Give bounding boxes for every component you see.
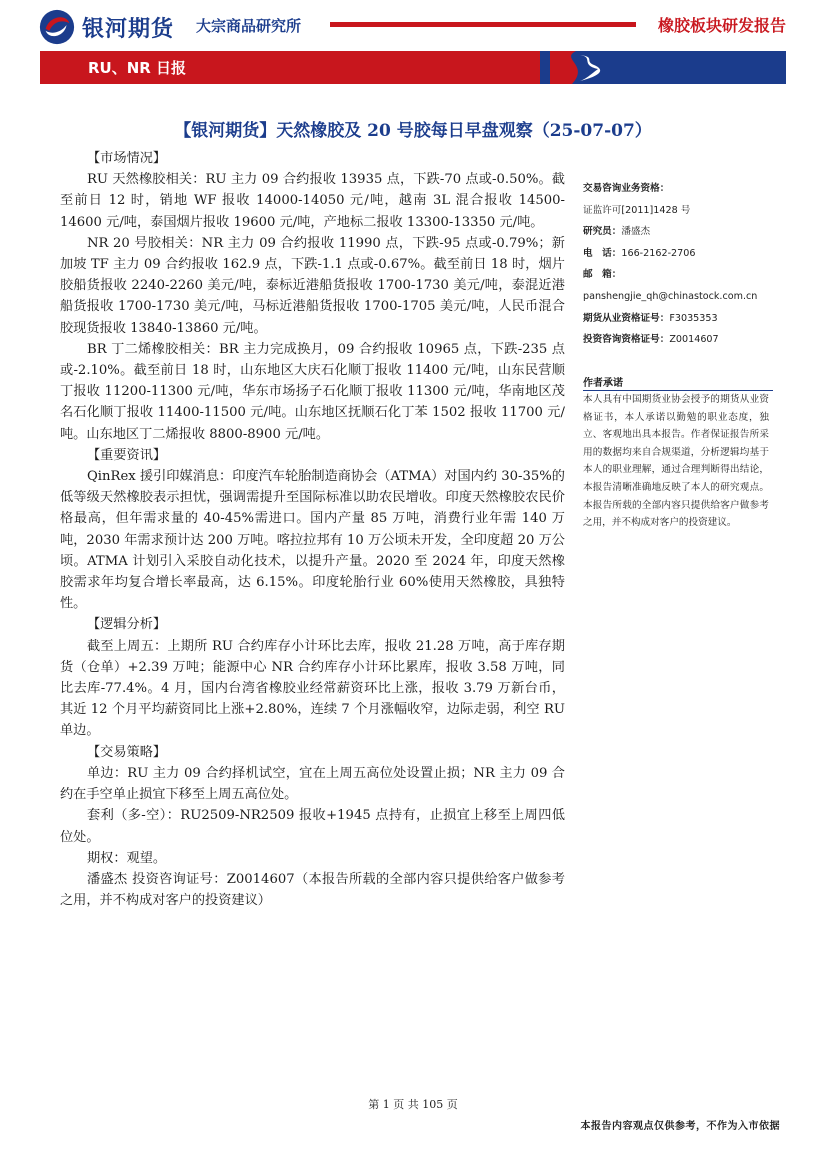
section-heading-logic: 【逻辑分析】 [87,617,167,633]
page-number: 第 1 页 共 105 页 [368,1098,458,1111]
section-heading-news: 【重要资讯】 [87,447,167,463]
title-band [40,51,786,84]
header-divider [330,22,636,27]
swoosh-icon [550,51,620,84]
analyst-sidebar [583,178,773,351]
strategy-options: 期权：观望。 [87,850,167,866]
report-title: 【银河期货】天然橡胶及 20 号胶每日早盘观察（25-07-07） [174,121,652,141]
futures-cert-number: F3035353 [669,312,718,324]
researcher-label: 研究员： [583,226,622,238]
phone-label: 电 话： [583,247,622,259]
report-type: 橡胶板块研发报告 [657,16,786,35]
section-heading-market: 【市场情况】 [87,151,167,166]
news-paragraph: QinRex 援引印媒消息：印度汽车轮胎制造商协会（ATMA）对国内约 30-35%的低等级天然橡胶表示担忧，强调需提升至国际标准以助农民增收。印度天然橡胶农民价格最高，但年需求量的 40-45%需进口。国内产量 85 万吨，消费行业年需 140 万吨，2030 年需求预计达 200 万吨。喀拉拉邦有 10 万公顷未开发，全印度超 20 万公顷。ATMA 计划引入采胶自动化技术，以提升产量。2020 至 2024 年，印度天然橡胶需求年均复合增长率最高，达 6.15%。印度轮胎行业 60%使用天然橡胶，具独特性。 [60,469,565,612]
futures-cert-label: 期货从业资格证号： [583,312,670,324]
pledge-text: 本人具有中国期货业协会授予的期货从业资格证书，本人承诺以勤勉的职业态度，独立、客观地出具本报告。作者保证报告所采用的数据均来自合规渠道，分析逻辑均基于本人的职业理解，通过合理判断得出结论，本报告清晰准确地反映了本人的研究观点。本报告所载的全部内容只提供给客户做参考之用，并不构成对客户的投资建议。 [583,394,769,529]
market-paragraph-ru: RU 天然橡胶相关：RU 主力 09 合约报收 13935 点，下跌-70 点或-0.50%。截至前日 12 时，销地 WF 报收 14000-14050 元/吨，越南 3L 混合报收 14500-14600 元/吨，泰国烟片报收 19600 元/吨，产地标二报收 13300-13350 元/吨。 [60,172,565,230]
band-label: RU、NR 日报 [88,59,187,77]
advisory-cert-number: Z0014607 [669,334,719,346]
logo-text: 银河期货 [82,16,175,42]
phone-number: 166-2162-2706 [621,247,696,259]
footer-disclaimer: 本报告内容观点仅供参考，不作为入市依据 [580,1121,780,1132]
market-paragraph-br: BR 丁二烯橡胶相关：BR 主力完成换月，09 合约报收 10965 点，下跌-235 点或-2.10%。截至前日 18 时，山东地区大庆石化顺丁报收 11400 元/吨，山东民营顺丁报收 11200-11300 元/吨，华东市场扬子石化顺丁报收 11300 元/吨，华南地区茂名石化顺丁报收 11400-11500 元/吨。山东地区抚顺石化丁苯 1502 报收 11700 元/吨。山东地区丁二烯报收 8800-8900 元/吨。 [60,341,565,442]
logic-paragraph: 截至上周五：上期所 RU 合约库存小计环比去库，报收 21.28 万吨，高于库存期货（仓单）+2.39 万吨；能源中心 NR 合约库存小计环比累库，报收 3.58 万吨，同比去库-77.4%。4 月，国内台湾省橡胶业经常薪资环比上涨，报收 3.79 万新台币，其近 12 个月平均薪资同比上涨+2.80%，连续 7 个月涨幅收窄，边际走弱，利空 RU 单边。 [60,638,565,739]
main-content [60,148,565,911]
email-address[interactable]: panshengjie_qh@chinastock.com.cn [583,290,758,302]
galaxy-logo-icon [38,8,76,46]
advisory-cert-label: 投资咨询资格证号： [583,334,670,346]
researcher-name: 潘盛杰 [621,226,651,238]
email-label: 邮 箱： [583,269,622,281]
license-number: 证监许可[2011]1428 号 [583,204,691,216]
institute-name: 大宗商品研究所 [196,17,302,35]
strategy-single: 单边：RU 主力 09 合约择机试空，宜在上周五高位处设置止损；NR 主力 09 合约在手空单止损宜下移至上周五高位处。 [60,765,565,803]
market-paragraph-nr: NR 20 号胶相关：NR 主力 09 合约报收 11990 点，下跌-95 点或-0.79%；新加坡 TF 主力 09 合约报收 162.9 点，下跌-1.1 点或-0.67%。截至前日 18 时，烟片胶船货报收 2240-2260 美元/吨，泰标近港船货报收 1700-1730 美元/吨，泰混近港船货报收 1700-1730 美元/吨，马标近港船货报收 1700-1705 美元/吨，人民币混合胶现货报收 13840-13860 元/吨。 [60,235,565,336]
report-header [0,0,826,90]
section-heading-strategy: 【交易策略】 [87,744,167,760]
strategy-disclaimer: 潘盛杰 投资咨询证号：Z0014607（本报告所载的全部内容只提供给客户做参考之用，并不构成对客户的投资建议） [60,871,565,909]
company-logo [38,8,174,46]
strategy-arbitrage: 套利（多-空）：RU2509-NR2509 报收+1945 点持有，止损宜上移至上周四低位处。 [60,808,565,845]
pledge-title: 作者承诺 [583,378,623,389]
qualification-label: 交易咨询业务资格： [583,183,670,194]
